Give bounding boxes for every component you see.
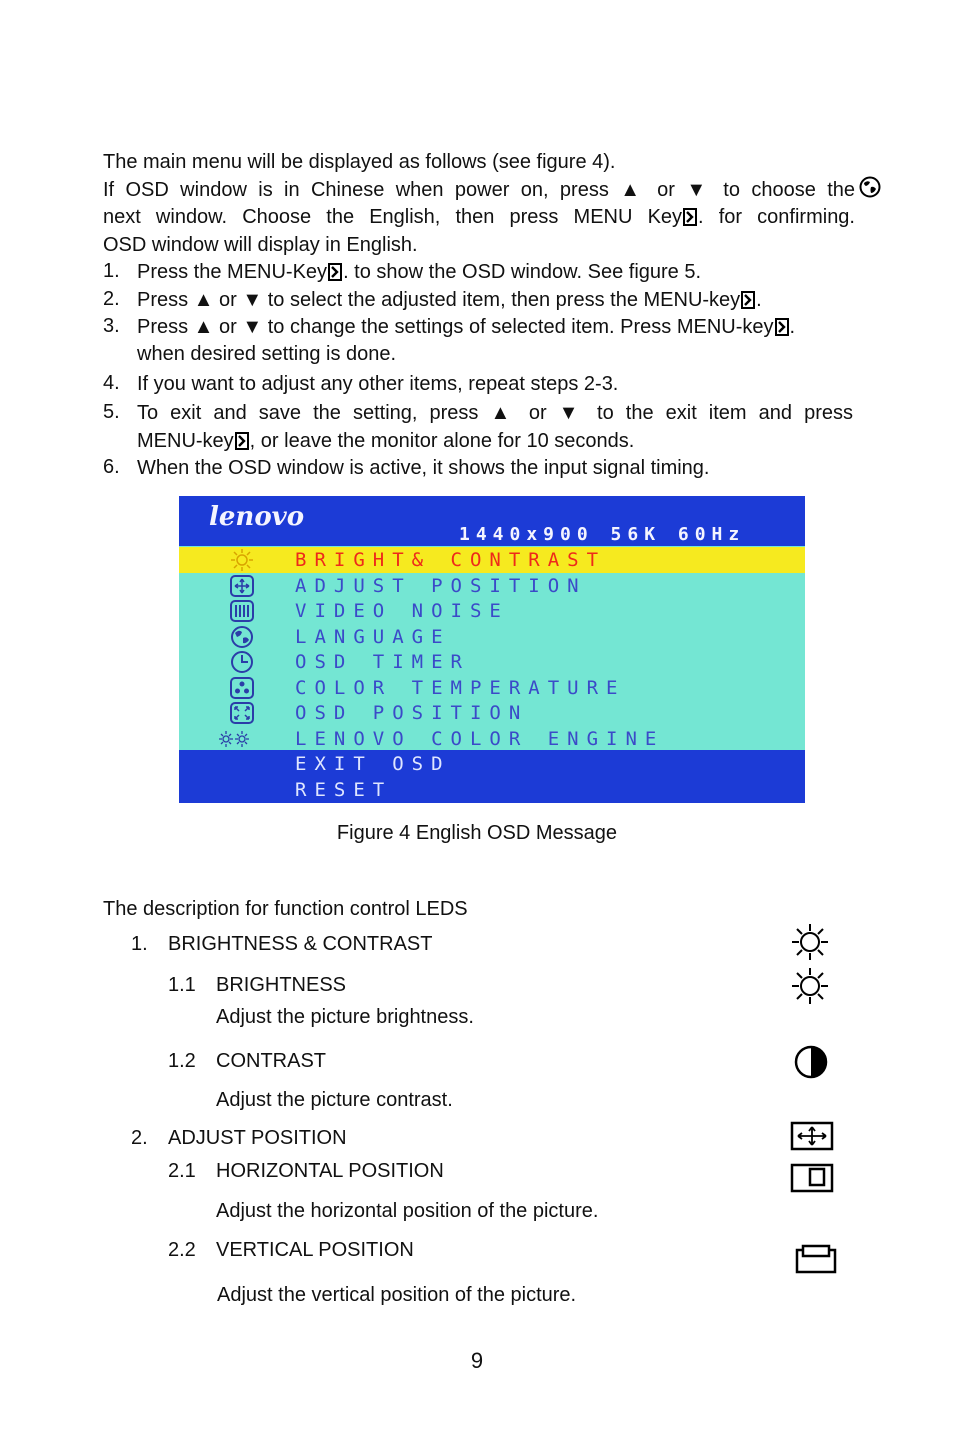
osd-item-label: BRIGHT& CONTRAST bbox=[295, 549, 607, 571]
intro-line-3-tail: . for confirming. bbox=[698, 206, 855, 228]
section-1-2-desc: Adjust the picture contrast. bbox=[216, 1089, 453, 1111]
position-icon bbox=[229, 574, 255, 598]
section-2-number: 2. bbox=[131, 1127, 148, 1149]
osd-item-lenovo-color-engine[interactable] bbox=[179, 726, 805, 752]
lenovo-logo: lenovo bbox=[209, 502, 305, 532]
step-1-number: 1. bbox=[103, 260, 120, 282]
menu-key-icon bbox=[235, 432, 249, 450]
section-1-2-number: 1.2 bbox=[168, 1050, 196, 1072]
intro-line-1: The main menu will be displayed as follows (see figure 4). bbox=[103, 151, 616, 173]
osd-item-label: ADJUST POSITION bbox=[295, 574, 587, 597]
step-2-text-a: Press ▲ or ▼ to select the adjusted item, then press the MENU-key bbox=[137, 289, 741, 311]
osd-item-label: OSD POSITION bbox=[295, 702, 529, 724]
osd-timing: 1440x900 56K 60Hz bbox=[459, 524, 746, 545]
section-2-title: ADJUST POSITION bbox=[168, 1127, 347, 1149]
step-5-text-c: MENU-key bbox=[137, 430, 234, 452]
osd-item-osd-position[interactable] bbox=[179, 700, 805, 726]
intro-line-3-text: next window. Choose the English, then press MENU Key bbox=[103, 206, 683, 228]
brightness-icon bbox=[790, 966, 830, 1006]
osd-header bbox=[179, 496, 805, 546]
section-1-2-title: CONTRAST bbox=[216, 1050, 326, 1072]
osd-item-video-noise[interactable] bbox=[179, 598, 805, 624]
step-4-text: If you want to adjust any other items, repeat steps 2-3. bbox=[137, 373, 619, 395]
osd-exit-label: EXIT OSD bbox=[295, 753, 451, 775]
osd-item-osd-timer[interactable] bbox=[179, 649, 805, 675]
step-1-text-a: Press the MENU-Key bbox=[137, 261, 328, 283]
osd-item-label: LENOVO COLOR ENGINE bbox=[295, 727, 665, 750]
intro-line-2-text: If OSD window is in Chinese when power on, press ▲ or ▼ to choose the bbox=[103, 179, 855, 201]
globe-icon bbox=[859, 176, 881, 198]
menu-key-icon bbox=[775, 318, 789, 336]
contrast-icon bbox=[793, 1044, 829, 1080]
section-1-number: 1. bbox=[131, 933, 148, 955]
section-2-2-number: 2.2 bbox=[168, 1239, 196, 1261]
section-1-1-title: BRIGHTNESS bbox=[216, 974, 347, 996]
menu-key-icon bbox=[683, 208, 697, 226]
osd-item-label: OSD TIMER bbox=[295, 651, 470, 673]
section-2-2-title: VERTICAL POSITION bbox=[216, 1239, 414, 1261]
osd-item-language[interactable] bbox=[179, 624, 805, 650]
section-1-title: BRIGHTNESS & CONTRAST bbox=[168, 933, 433, 955]
osd-exit-item[interactable] bbox=[179, 751, 805, 777]
color-engine-icon bbox=[217, 727, 251, 751]
step-2-number: 2. bbox=[103, 288, 120, 310]
step-6-text: When the OSD window is active, it shows the input signal timing. bbox=[137, 457, 710, 479]
step-5-text: To exit and save the setting, press ▲ or ▼ to the exit item and press bbox=[137, 402, 853, 424]
osd-item-label: COLOR TEMPERATURE bbox=[295, 676, 626, 699]
step-6-number: 6. bbox=[103, 456, 120, 478]
globe-icon bbox=[229, 625, 255, 649]
step-2-text-b: . bbox=[756, 289, 762, 311]
step-1-text-b: . to show the OSD window. See figure 5. bbox=[343, 261, 702, 283]
osd-item-color-temperature[interactable] bbox=[179, 675, 805, 701]
menu-key-icon bbox=[328, 263, 342, 281]
video-noise-icon bbox=[229, 599, 255, 623]
step-1-text bbox=[137, 260, 701, 284]
leds-heading: The description for function control LEDS bbox=[103, 898, 468, 920]
osd-item-brightness-contrast[interactable] bbox=[179, 547, 805, 573]
vertical-position-icon bbox=[795, 1244, 839, 1274]
intro-line-2 bbox=[103, 178, 855, 202]
figure-caption: Figure 4 English OSD Message bbox=[336, 822, 618, 844]
osd-reset-item[interactable] bbox=[179, 777, 805, 803]
step-3-text bbox=[137, 315, 795, 339]
sun-icon bbox=[790, 922, 830, 962]
step-4-number: 4. bbox=[103, 372, 120, 394]
intro-line-4: OSD window will display in English. bbox=[103, 234, 418, 256]
osd-item-label: VIDEO NOISE bbox=[295, 600, 509, 622]
osd-menu-figure bbox=[179, 496, 805, 803]
section-2-1-title: HORIZONTAL POSITION bbox=[216, 1160, 444, 1182]
section-2-1-desc: Adjust the horizontal position of the picture. bbox=[216, 1200, 599, 1222]
step-5-text-cont bbox=[137, 429, 634, 453]
step-3-text-cont: when desired setting is done. bbox=[137, 343, 397, 365]
clock-icon bbox=[229, 650, 255, 674]
page-number: 9 bbox=[470, 1348, 484, 1373]
osd-position-icon bbox=[229, 701, 255, 725]
step-3-text-a: Press ▲ or ▼ to change the settings of selected item. Press MENU-key bbox=[137, 316, 774, 338]
sun-icon bbox=[229, 548, 255, 572]
osd-item-label: LANGUAGE bbox=[295, 625, 451, 648]
section-2-2-desc: Adjust the vertical position of the picture. bbox=[217, 1284, 577, 1306]
section-2-1-number: 2.1 bbox=[168, 1160, 196, 1182]
step-3-number: 3. bbox=[103, 315, 120, 337]
adjust-position-icon bbox=[790, 1121, 834, 1151]
step-3-text-b: . bbox=[789, 316, 796, 338]
intro-line-3 bbox=[103, 205, 855, 229]
osd-footer bbox=[179, 750, 805, 803]
menu-key-icon bbox=[741, 291, 755, 309]
step-5-number: 5. bbox=[103, 401, 120, 423]
step-2-text bbox=[137, 288, 762, 312]
horizontal-position-icon bbox=[790, 1163, 834, 1193]
section-1-1-desc: Adjust the picture brightness. bbox=[216, 1006, 474, 1028]
osd-item-adjust-position[interactable] bbox=[179, 573, 805, 599]
osd-reset-label: RESET bbox=[295, 778, 393, 801]
step-5-text-d: , or leave the monitor alone for 10 seconds. bbox=[249, 430, 635, 452]
section-1-1-number: 1.1 bbox=[168, 974, 196, 996]
color-icon bbox=[229, 676, 255, 700]
